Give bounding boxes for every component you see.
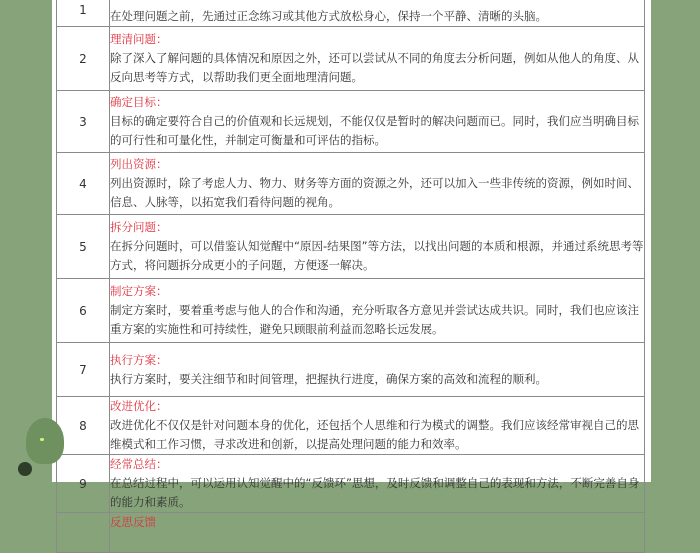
step-text: 在处理问题之前，先通过正念练习或其他方式放松身心，保持一个平静、清晰的头脑。 <box>110 9 547 23</box>
step-text: 在总结过程中，可以运用认知觉醒中的“反馈环”思想，及时反馈和调整自己的表现和方法，不断完善自身的能力和素质。 <box>110 476 640 509</box>
table-row <box>57 0 645 27</box>
table-row <box>57 91 645 153</box>
step-content <box>110 27 645 91</box>
step-title: 拆分问题： <box>110 220 168 234</box>
table-row <box>57 513 645 553</box>
step-title: 制定方案： <box>110 284 168 298</box>
step-content <box>110 0 645 27</box>
step-number: 2 <box>57 27 110 91</box>
step-content <box>110 343 645 397</box>
step-text: 目标的确定要符合自己的价值观和长远规划，不能仅仅是暂时的解决问题而已。同时，我们应当明确目标的可行性和可量化性，并制定可衡量和可评估的指标。 <box>110 114 639 147</box>
step-content <box>110 455 645 513</box>
step-text: 除了深入了解问题的具体情况和原因之外，还可以尝试从不同的角度去分析问题，例如从他人的角度、从反向思考等方式，以帮助我们更全面地理清问题。 <box>110 51 639 84</box>
step-number: 1 <box>57 0 110 27</box>
step-number: 6 <box>57 279 110 343</box>
step-title: 改进优化： <box>110 399 168 413</box>
step-number: 4 <box>57 153 110 215</box>
steps-table <box>56 0 645 553</box>
step-number: 3 <box>57 91 110 153</box>
step-title: 列出资源： <box>110 157 168 171</box>
step-number <box>57 513 110 553</box>
step-number: 7 <box>57 343 110 397</box>
step-number: 8 <box>57 397 110 455</box>
decorative-plant-icon <box>26 418 64 464</box>
step-content <box>110 91 645 153</box>
step-content <box>110 513 645 553</box>
step-title: 经常总结： <box>110 457 168 471</box>
step-text: 列出资源时，除了考虑人力、物力、财务等方面的资源之外，还可以加入一些非传统的资源，例如时间、信息、人脉等，以拓宽我们看待问题的视角。 <box>110 176 639 209</box>
table-row <box>57 455 645 513</box>
decorative-dot-icon <box>18 462 32 476</box>
table-row <box>57 397 645 455</box>
table-row <box>57 279 645 343</box>
step-content <box>110 215 645 279</box>
step-title: 理清问题： <box>110 32 168 46</box>
step-content <box>110 279 645 343</box>
step-title: 执行方案： <box>110 352 168 367</box>
step-text: 在拆分问题时，可以借鉴认知觉醒中“原因-结果图”等方法，以找出问题的本质和根源，并通过系统思考等方式，将问题拆分成更小的子问题，方便逐一解决。 <box>110 239 644 272</box>
step-text: 制定方案时，要着重考虑与他人的合作和沟通，充分听取各方意见并尝试达成共识。同时，我们也应该注重方案的实施性和可持续性，避免只顾眼前利益而忽略长远发展。 <box>110 303 639 336</box>
step-number: 5 <box>57 215 110 279</box>
step-content <box>110 153 645 215</box>
step-number: 9 <box>57 455 110 513</box>
step-title: 确定目标： <box>110 95 168 109</box>
step-text: 执行方案时，要关注细节和时间管理，把握执行进度，确保方案的高效和流程的顺利。 <box>110 371 547 386</box>
table-row <box>57 343 645 397</box>
step-content <box>110 397 645 455</box>
step-title: 反思反馈 <box>110 515 156 529</box>
table-row <box>57 153 645 215</box>
table-row <box>57 27 645 91</box>
table-row <box>57 215 645 279</box>
decorative-highlight-icon <box>40 438 44 441</box>
step-text: 改进优化不仅仅是针对问题本身的优化，还包括个人思维和行为模式的调整。我们应该经常审视自己的思维模式和工作习惯，寻求改进和创新，以提高处理问题的能力和效率。 <box>110 418 639 451</box>
